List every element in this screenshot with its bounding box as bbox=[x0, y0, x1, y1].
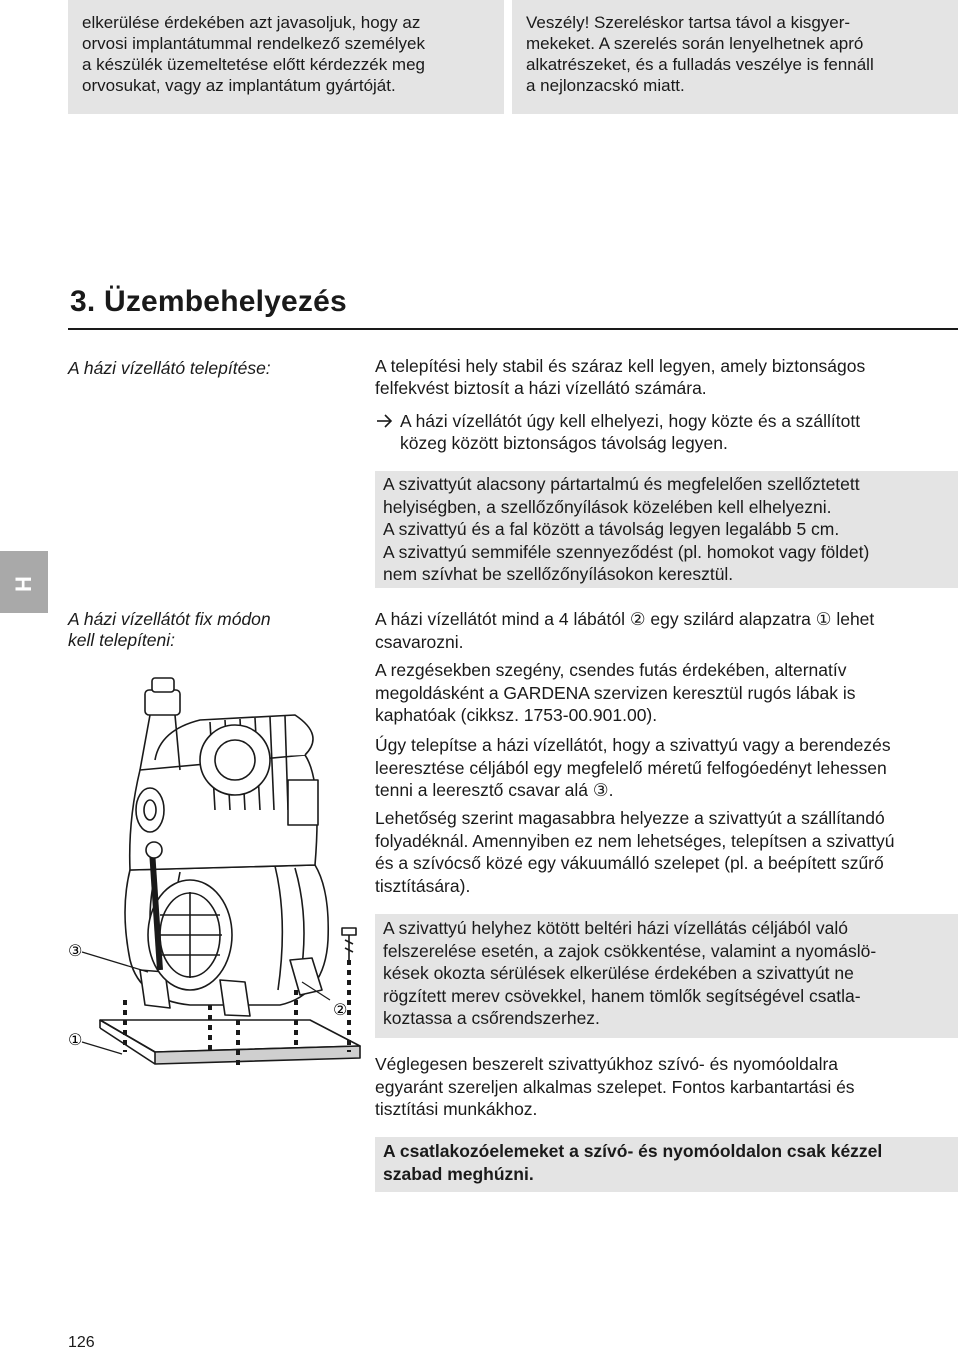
heading-divider bbox=[68, 328, 958, 330]
text-line: A rezgésekben szegény, csendes futás érdekében, alternatív bbox=[375, 660, 847, 680]
ventilation-box bbox=[375, 471, 958, 588]
language-tab-letter: H bbox=[11, 576, 36, 592]
label-fixed-line: kell telepíteni: bbox=[68, 630, 176, 650]
text-line: nem szívhat be szellőzőnyílásokon keresztül. bbox=[383, 564, 734, 584]
notice-line: orvosukat, vagy az implantátum gyártóját. bbox=[82, 76, 396, 95]
install-arrow-item bbox=[375, 410, 955, 454]
fixed-para-1 bbox=[375, 608, 955, 653]
notice-line: alkatrészeket, és a fulladás veszélye is fennáll bbox=[526, 55, 874, 74]
arrow-right-icon bbox=[375, 410, 395, 432]
text-line: tisztítási munkákhoz. bbox=[375, 1099, 538, 1119]
text-line: kaphatóak (cikksz. 1753-00.901.00). bbox=[375, 705, 658, 725]
text-line: felszerelése esetén, a zajok csökkentése, valamint a nyomáslö- bbox=[383, 940, 877, 961]
notice-line: orvosi implantátummal rendelkező személyek bbox=[82, 34, 425, 53]
page-number: 126 bbox=[68, 1334, 95, 1351]
install-paragraph bbox=[375, 355, 955, 399]
notice-line: mekeket. A szerelés során lenyelhetnek apró bbox=[526, 34, 864, 53]
text-line: folyadéknál. Amennyiben ez nem lehetséges, telepítsen a szivattyú bbox=[375, 830, 895, 851]
hose-connection-box bbox=[375, 914, 958, 1038]
text-line: szabad meghúzni. bbox=[383, 1164, 534, 1184]
text-line: megoldásként a GARDENA szervizen keresztül rugós lábak is bbox=[375, 682, 856, 703]
text-line: Véglegesen beszerelt szivattyúkhoz szívó- és nyomóoldalra bbox=[375, 1054, 839, 1074]
text-line: A szivattyú semmiféle szennyeződést (pl. homokot vagy földet) bbox=[383, 541, 870, 562]
text-line: A csatlakozóelemeket a szívó- és nyomóoldalon csak kézzel bbox=[383, 1141, 883, 1161]
notice-line: Veszély! Szereléskor tartsa távol a kisgyer- bbox=[526, 13, 851, 32]
text-line: Úgy telepítse a házi vízellátót, hogy a szivattyú vagy a berendezés bbox=[375, 735, 891, 755]
fixed-para-4 bbox=[375, 807, 955, 897]
label-fixed-line: A házi vízellátót fix módon bbox=[68, 609, 271, 629]
text-line: koztassa a csőrendszerhez. bbox=[383, 1008, 600, 1028]
callout-3: ③ bbox=[68, 941, 83, 960]
text-line: tenni a leeresztő csavar alá ③. bbox=[375, 780, 614, 800]
section-heading: 3. Üzembehelyezés bbox=[70, 285, 347, 318]
language-tab bbox=[0, 551, 48, 613]
text-line: rögzített merev csövekkel, hanem tömlők segítségével csatla- bbox=[383, 985, 861, 1006]
text-line: leeresztése céljából egy megfelelő méretű felfogóedényt lehessen bbox=[375, 757, 887, 778]
text-line: egyaránt szereljen alkalmas szelepet. Fontos karbantartási és bbox=[375, 1076, 855, 1097]
label-install: A házi vízellátó telepítése: bbox=[68, 358, 271, 378]
text-line: A szivattyú és a fal között a távolság legyen legalább 5 cm. bbox=[383, 519, 840, 539]
text-line: A házi vízellátót mind a 4 lábától ② egy szilárd alapzatra ① lehet bbox=[375, 609, 875, 629]
callout-2: ② bbox=[333, 1000, 348, 1019]
notice-line: a készülék üzemeltetése előtt kérdezzék meg bbox=[82, 55, 426, 74]
text-line: A házi vízellátót úgy kell elhelyezi, hogy közte és a szállított bbox=[400, 411, 861, 431]
tightening-warning-box bbox=[375, 1137, 958, 1192]
notice-line: a nejlonzacskó miatt. bbox=[526, 76, 685, 95]
text-line: A szivattyút alacsony pártartalmú és megfelelően szellőztetett bbox=[383, 474, 860, 494]
text-line: közeg között biztonságos távolság legyen. bbox=[400, 433, 728, 453]
implant-notice-box bbox=[68, 0, 504, 114]
text-line: tisztítására). bbox=[375, 875, 471, 896]
pump-illustration bbox=[60, 660, 370, 1070]
text-line: Lehetőség szerint magasabbra helyezze a szivattyút a szállítandó bbox=[375, 808, 885, 828]
text-line: helyiségben, a szellőzőnyílások közelében kell elhelyezni. bbox=[383, 496, 832, 517]
callout-1: ① bbox=[68, 1030, 83, 1049]
text-line: A szivattyú helyhez kötött beltéri házi vízellátás céljából való bbox=[383, 918, 848, 938]
text-line: A telepítési hely stabil és száraz kell legyen, amely biztonságos bbox=[375, 356, 866, 376]
text-line: felfekvést biztosít a házi vízellátó számára. bbox=[375, 378, 707, 398]
danger-notice-box bbox=[512, 0, 958, 114]
fixed-para-3 bbox=[375, 734, 955, 802]
fixed-para-2 bbox=[375, 659, 955, 727]
label-fixed bbox=[68, 609, 348, 651]
text-line: kések okozta sérülések elkerülése érdekében a szivattyút ne bbox=[383, 963, 854, 983]
notice-line: elkerülése érdekében azt javasoljuk, hogy az bbox=[82, 13, 421, 32]
text-line: csavarozni. bbox=[375, 631, 464, 652]
valves-paragraph bbox=[375, 1053, 955, 1121]
arrow-item-text bbox=[400, 410, 955, 454]
text-line: és a szívócső közé egy vákuumálló szelepet (pl. a beépített szűrő bbox=[375, 853, 884, 873]
